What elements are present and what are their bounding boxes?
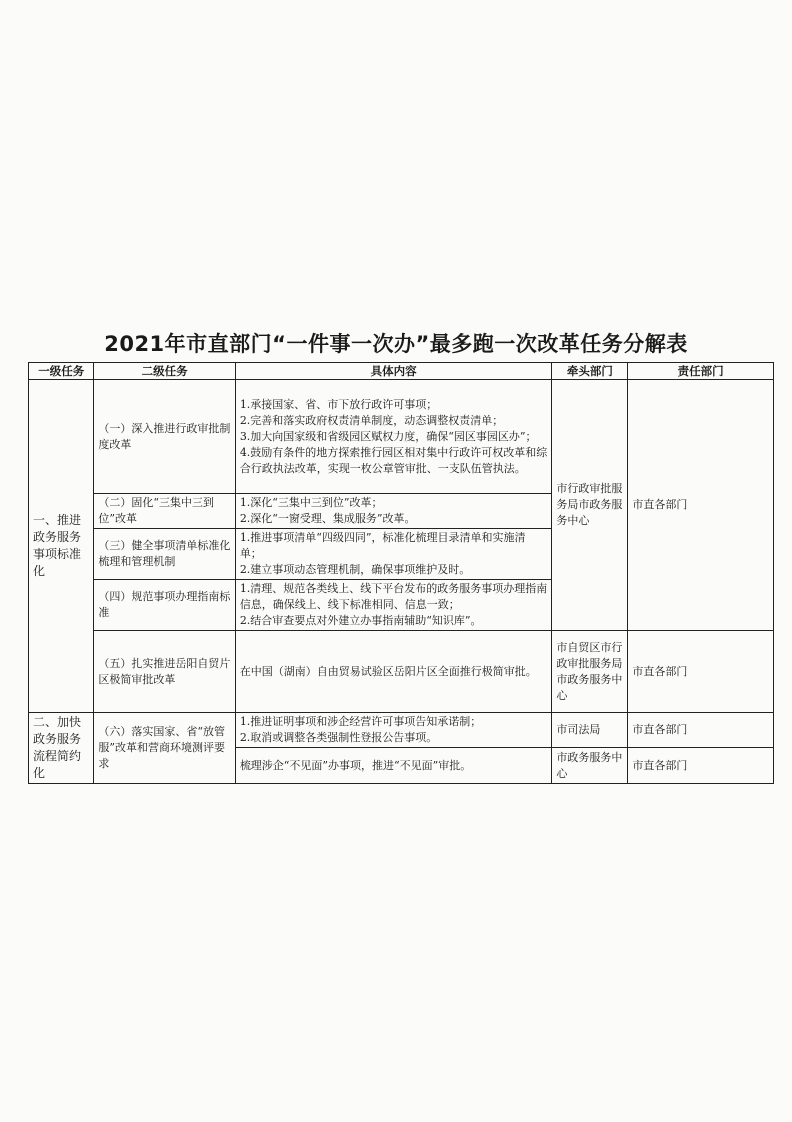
task-content: 梳理涉企“不见面”办事项，推进“不见面”审批。 <box>235 748 552 784</box>
header-resp-dept: 责任部门 <box>628 363 774 380</box>
task-content: 在中国（湖南）自由贸易试验区岳阳片区全面推行极简审批。 <box>235 631 552 713</box>
lead-dept: 市司法局 <box>552 713 628 748</box>
resp-dept: 市直各部门 <box>628 748 774 784</box>
task-table <box>28 362 774 784</box>
level1-task: 一、推进政务服务事项标准化 <box>29 380 94 713</box>
task-content: 1.承接国家、省、市下放行政许可事项； 2.完善和落实政府权责清单制度，动态调整权责清单； 3.加大向国家级和省级园区赋权力度，确保“园区事园区办”； 4.鼓励有条件的地方探索推行园区相对集中行政许可权改革和综合行政执法改革，实现一枚公章管审批、一支队伍管执法。 <box>235 380 552 494</box>
header-level1: 一级任务 <box>29 363 94 380</box>
lead-dept: 市行政审批服务局市政务服务中心 <box>552 380 628 631</box>
header-content: 具体内容 <box>235 363 552 380</box>
document-title: 2021年市直部门“一件事一次办”最多跑一次改革任务分解表 <box>104 332 688 356</box>
lead-dept: 市政务服务中心 <box>552 748 628 784</box>
table-row <box>29 380 774 494</box>
task-content: 1.清理、规范各类线上、线下平台发布的政务服务事项办理指南信息，确保线上、线下标准相同、信息一致； 2.结合审查要点对外建立办事指南辅助“知识库”。 <box>235 580 552 631</box>
level2-task: （四）规范事项办理指南标准 <box>94 580 235 631</box>
level1-task: 二、加快政务服务流程简约化 <box>29 713 94 784</box>
header-level2: 二级任务 <box>94 363 235 380</box>
task-content: 1.推进事项清单“四级四同”，标准化梳理目录清单和实施清单； 2.建立事项动态管理机制，确保事项维护及时。 <box>235 529 552 580</box>
level2-task: （二）固化“三集中三到位”改革 <box>94 494 235 529</box>
level2-task: （六）落实国家、省“放管服”改革和营商环境测评要求 <box>94 713 235 784</box>
table-row <box>29 713 774 748</box>
header-lead-dept: 牵头部门 <box>552 363 628 380</box>
table-row <box>29 631 774 713</box>
level2-task: （三）健全事项清单标准化梳理和管理机制 <box>94 529 235 580</box>
level2-task: （一）深入推进行政审批制度改革 <box>94 380 235 494</box>
task-content: 1.推进证明事项和涉企经营许可事项告知承诺制； 2.取消或调整各类强制性登报公告事项。 <box>235 713 552 748</box>
table-header-row <box>29 363 774 380</box>
resp-dept: 市直各部门 <box>628 631 774 713</box>
level2-task: （五）扎实推进岳阳自贸片区极简审批改革 <box>94 631 235 713</box>
lead-dept: 市自贸区市行政审批服务局市政务服务中心 <box>552 631 628 713</box>
resp-dept: 市直各部门 <box>628 380 774 631</box>
task-content: 1.深化“三集中三到位”改革； 2.深化“一窗受理、集成服务”改革。 <box>235 494 552 529</box>
resp-dept: 市直各部门 <box>628 713 774 748</box>
